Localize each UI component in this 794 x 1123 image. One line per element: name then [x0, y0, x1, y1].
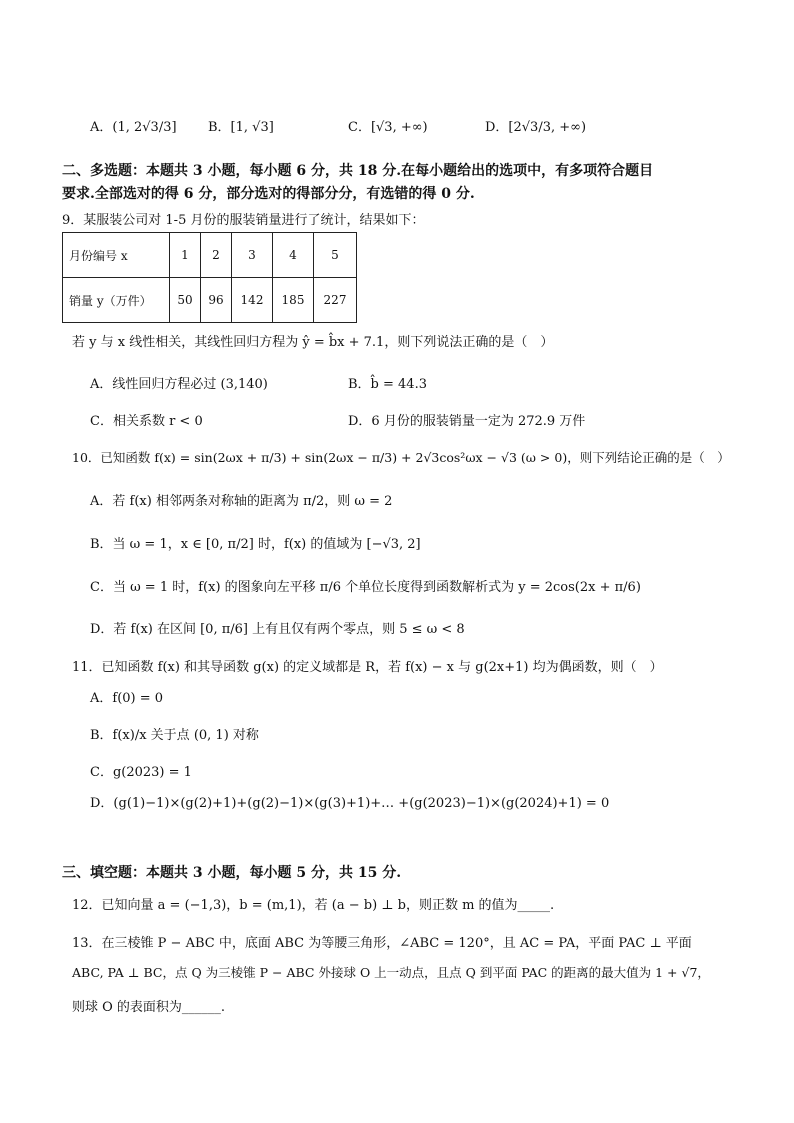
table-cell: 185 — [273, 278, 314, 323]
q9-option-d: D．6 月份的服装销量一定为 272.9 万件 — [348, 414, 586, 429]
table-cell: 5 — [314, 233, 357, 278]
q13-line3: 则球 O 的表面积为______. — [72, 1000, 226, 1015]
section2-heading-line2: 要求.全部选对的得 6 分，部分选对的得部分分，有选错的得 0 分. — [62, 186, 475, 202]
q11-option-b: B．f(x)/x 关于点 (0, 1) 对称 — [90, 728, 259, 743]
q11-option-d: D．(g(1)−1)×(g(2)+1)+(g(2)−1)×(g(3)+1)+… +(g(2023)−1)×(g(2024)+1) = 0 — [90, 796, 610, 811]
q12-text: 12．已知向量 a = (−1,3)，b = (m,1)，若 (a − b) ⊥ b，则正数 m 的值为_____. — [72, 898, 555, 913]
section2-heading-line1: 二、多选题：本题共 3 小题，每小题 6 分，共 18 分.在每小题给出的选项中，有多项符合题目 — [62, 163, 654, 179]
q9-text: 若 y 与 x 线性相关，其线性回归方程为 ŷ = b̂x + 7.1，则下列说法正确的是（ ） — [72, 335, 554, 350]
q10-stem: 10．已知函数 f(x) = sin(2ωx + π/3) + sin(2ωx − π/3) + 2√3cos²ωx − √3 (ω > 0)，则下列结论正确的是（ ） — [72, 450, 730, 465]
q10-option-b: B．当 ω = 1，x ∈ [0, π/2] 时，f(x) 的值域为 [−√3, 2] — [90, 537, 421, 552]
table-cell: 96 — [201, 278, 232, 323]
table-header-month: 月份编号 x — [63, 233, 170, 278]
q8-option-a: A．(1, 2√3/3] — [90, 120, 177, 135]
table-cell: 4 — [273, 233, 314, 278]
q10-option-a: A．若 f(x) 相邻两条对称轴的距离为 π/2，则 ω = 2 — [90, 494, 393, 509]
q9-option-a: A．线性回归方程必过 (3,140) — [90, 377, 268, 392]
q11-option-c: C．g(2023) = 1 — [90, 765, 192, 780]
q9-option-c: C．相关系数 r < 0 — [90, 414, 203, 429]
q10-option-d: D．若 f(x) 在区间 [0, π/6] 上有且仅有两个零点，则 5 ≤ ω < 8 — [90, 622, 465, 637]
table-cell: 2 — [201, 233, 232, 278]
q9-data-table — [62, 232, 357, 323]
table-cell: 227 — [314, 278, 357, 323]
table-cell: 1 — [170, 233, 201, 278]
table-cell: 142 — [232, 278, 273, 323]
table-cell: 50 — [170, 278, 201, 323]
q13-line1: 13．在三棱锥 P − ABC 中，底面 ABC 为等腰三角形，∠ABC = 120°，且 AC = PA，平面 PAC ⊥ 平面 — [72, 936, 692, 951]
q9-stem: 9．某服装公司对 1-5 月份的服装销量进行了统计，结果如下： — [62, 213, 425, 228]
section3-heading: 三、填空题：本题共 3 小题，每小题 5 分，共 15 分. — [62, 865, 402, 881]
table-row — [63, 278, 357, 323]
q11-stem: 11．已知函数 f(x) 和其导函数 g(x) 的定义域都是 R，若 f(x) − x 与 g(2x+1) 均为偶函数，则（ ） — [72, 660, 663, 675]
table-cell: 3 — [232, 233, 273, 278]
table-header-sales: 销量 y（万件） — [63, 278, 170, 323]
q8-option-d: D．[2√3/3, +∞) — [485, 120, 587, 135]
q8-option-b: B．[1, √3] — [208, 120, 274, 135]
q13-line2: ABC, PA ⊥ BC，点 Q 为三棱锥 P − ABC 外接球 O 上一动点，且点 Q 到平面 PAC 的距离的最大值为 1 + √7， — [72, 965, 710, 980]
q8-option-c: C．[√3, +∞) — [348, 120, 428, 135]
table-row — [63, 233, 357, 278]
q10-option-c: C．当 ω = 1 时，f(x) 的图象向左平移 π/6 个单位长度得到函数解析式为 y = 2cos(2x + π/6) — [90, 580, 641, 595]
q9-option-b: B．b̂ = 44.3 — [348, 377, 427, 392]
q11-option-a: A．f(0) = 0 — [90, 691, 164, 706]
